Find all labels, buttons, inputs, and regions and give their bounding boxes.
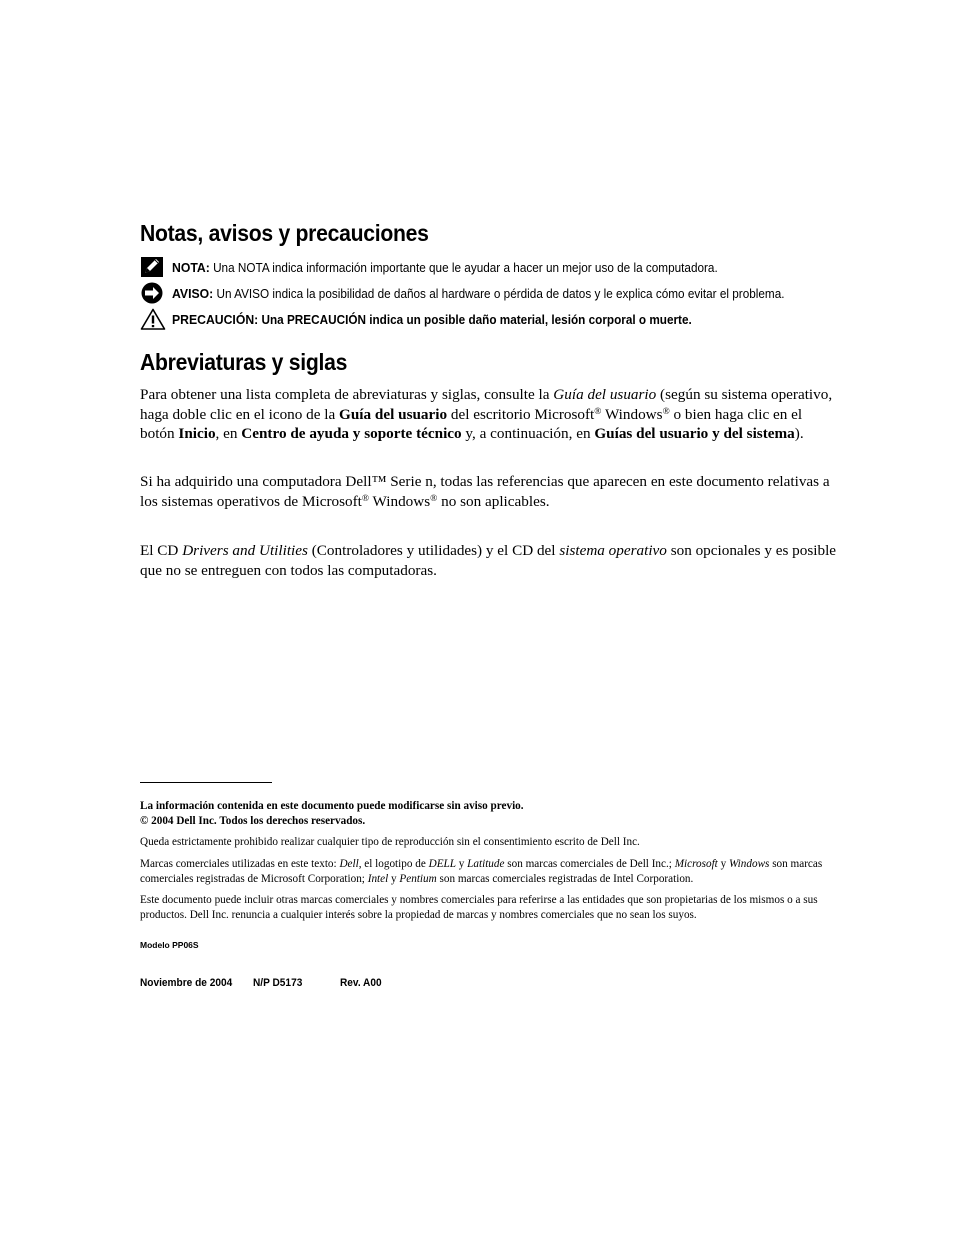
tm-text-8: son marcas comerciales registradas de Intel Corporation. [436,872,694,885]
p1-reg-2: ® [662,406,670,417]
aviso-text: Un AVISO indica la posibilidad de daños al hardware o pérdida de datos y le explica cómo evitar el problema. [216,287,785,301]
tm-italic-windows: Windows [728,858,770,870]
p1-bold-guides: Guías del usuario y del sistema [594,425,795,442]
p1-bold-inicio: Inicio [178,425,216,442]
p1-text-6: , en [215,425,242,442]
p1-text-3: del escritorio Microsoft [447,405,595,423]
tm-italic-intel: Intel [367,872,389,885]
p1-text-5: o bien haga clic en el botón [140,405,803,442]
caution-triangle-icon [140,308,166,330]
note-pencil-icon [140,256,166,278]
tm-italic-latitude: Latitude [467,858,505,870]
p1-text-1: Para obtener una lista completa de abreviaturas y siglas, consulte la [140,386,554,403]
precaucion-text: Una PRECAUCIÓN indica un posible daño material, lesión corporal o muerte. [261,313,692,327]
footer-date: Noviembre de 2004 [140,977,233,989]
tm-text-1: Marcas comerciales utilizadas en este texto: [140,858,340,870]
legal-line-1: La información contenida en este documento puede modificarse sin aviso previo. [140,800,524,812]
p3-text-3: son opcionales y es posible que no se entreguen con todos las computadoras. [140,542,837,579]
nota-label: NOTA: [172,260,210,275]
tm-text-5: y [717,858,729,870]
legal-trademarks [140,857,842,886]
legal-copyright: © 2004 Dell Inc. Todos los derechos reservados. [140,814,366,827]
p1-text-7: y, a continuación, en [461,425,595,442]
p1-bold-guide: Guía del usuario [339,405,448,423]
legal-notice [140,799,842,828]
abbrev-section-title: Abreviaturas y siglas [140,349,348,375]
p3-text-1: El CD [140,542,183,559]
p2-reg-1: ® [361,493,370,504]
abbrev-paragraph-1 [140,385,840,444]
p3-italic-os: sistema operativo [559,542,667,559]
note-aviso [140,282,860,306]
tm-italic-microsoft: Microsoft [674,858,718,870]
note-nota [140,256,860,280]
legal-reproduction: Queda estrictamente prohibido realizar cualquier tipo de reproducción sin el consentimiento escrito de Dell Inc. [140,836,640,848]
tm-text-2: , el logotipo de [358,858,429,870]
abbrev-paragraph-2 [140,472,840,511]
p1-text-2: (según su sistema operativo, haga doble clic en el icono de la [140,386,833,423]
p3-italic-drivers: Drivers and Utilities [182,542,308,559]
p2-text-1: Si ha adquirido una computadora Dell™ Serie n, todas las referencias que aparecen en este documento relativas a los sistemas operativos de Microsoft [140,473,830,510]
legal-divider [140,782,272,783]
note-precaucion [140,308,860,332]
tm-text-3: y [455,858,468,870]
tm-text-6: son marcas comerciales registradas de Microsoft Corporation; [140,858,823,885]
legal-other-marks: Este documento puede incluir otras marcas comerciales y nombres comerciales para referirse a las entidades que son propietarias de los mismos o a sus productos. Dell Inc. renuncia a cualquier interés sobre la propiedad de marcas y nombres comerciales que no sean los suyos. [140,894,818,921]
p1-italic-guide: Guía del usuario [553,386,657,403]
tm-italic-dell: Dell [339,858,359,870]
p1-text-8: ). [794,425,804,442]
p2-text-2: Windows [369,492,431,510]
footer-part-number: N/P D5173 [253,977,303,989]
p1-text-4: Windows [601,405,663,423]
model-number: Modelo PP06S [140,940,199,950]
tm-text-4: son marcas comerciales de Dell Inc.; [504,858,675,870]
p3-text-2: (Controladores y utilidades) y el CD del [307,542,560,559]
notice-arrow-icon [140,282,166,304]
tm-text-7: y [388,872,400,885]
notes-section-title: Notas, avisos y precauciones [140,220,429,246]
p1-bold-help-center: Centro de ayuda y soporte técnico [241,425,462,442]
tm-italic-dell-logo: DELL [428,858,456,870]
p2-reg-2: ® [430,493,438,504]
abbrev-paragraph-3 [140,541,840,580]
p1-reg-1: ® [594,406,602,417]
tm-italic-pentium: Pentium [399,872,437,885]
nota-text: Una NOTA indica información importante que le ayudar a hacer un mejor uso de la computadora. [213,261,718,275]
aviso-label: AVISO: [172,286,214,301]
precaucion-label: PRECAUCIÓN: [172,312,259,327]
p2-text-3: no son aplicables. [437,492,550,510]
footer-revision: Rev. A00 [340,977,382,989]
